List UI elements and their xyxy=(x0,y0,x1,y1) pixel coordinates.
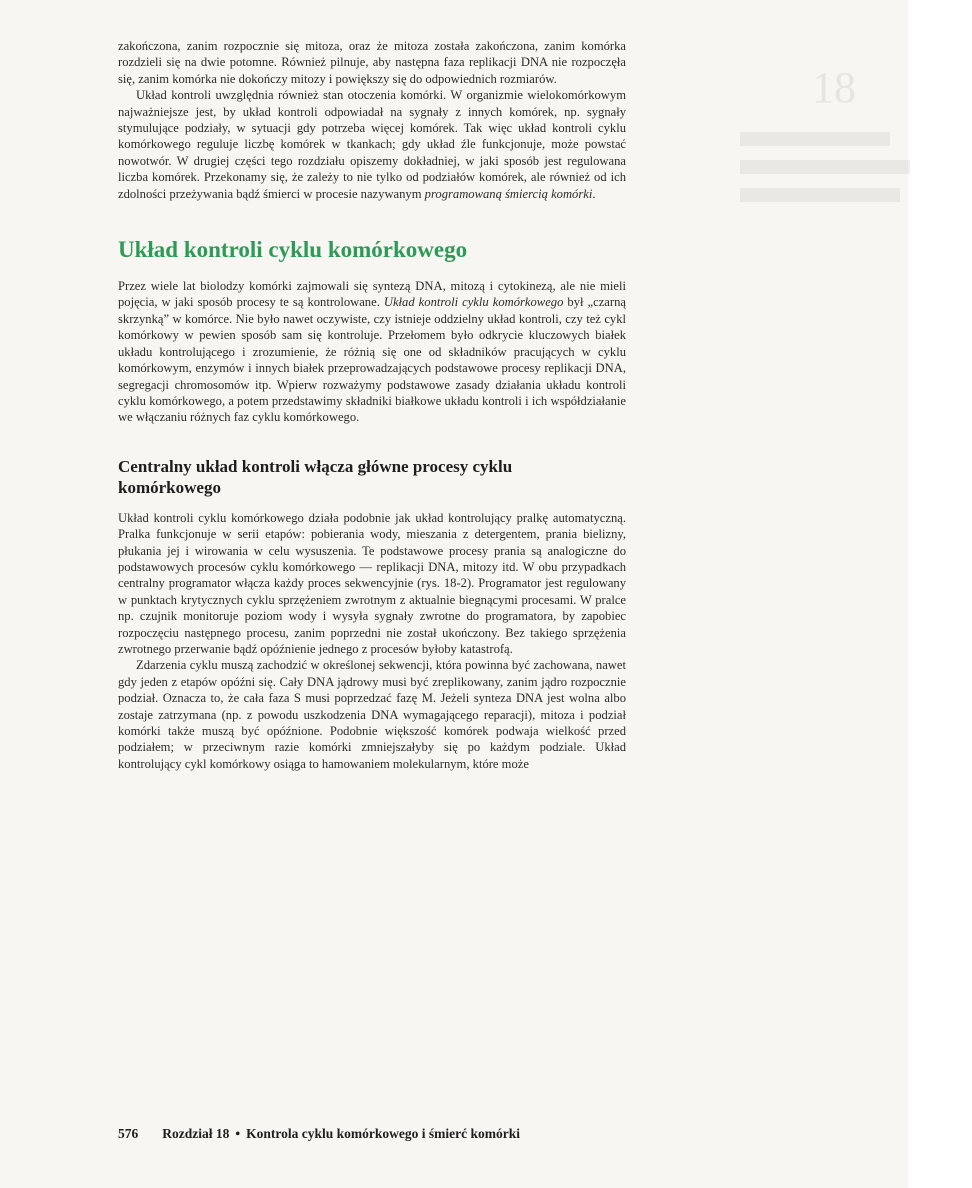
intro-paragraph-2 xyxy=(118,87,626,202)
section-paragraph-1 xyxy=(118,278,626,426)
intro-paragraph-1: zakończona, zanim rozpocznie się mitoza, oraz że mitoza została zakończona, zanim komórka rozdzieli się na dwie potomne. Również pilnuje, aby następna faza replikacji DNA nie rozpoczęła się, zanim komórka nie dokończy mitozy i powiększy się do odpowiednich rozmiarów. xyxy=(118,39,626,86)
subsection-paragraph-1: Układ kontroli cyklu komórkowego działa podobnie jak układ kontrolujący pralkę automatyczną. Pralka funkcjonuje w serii etapów: pobierania wody, mieszania z detergentem, prania bielizny, płukania jej i wirowania w celu wysuszenia. Te podstawowe procesy prania są analogiczne do podstawowych procesów cyklu komórkowego — replikacji DNA, mitozy itd. W obu przypadkach centralny programator włącza każdy proces sekwencyjnie (rys. 18-2). Programator jest regulowany w punktach krytycznych cyklu sprzężeniem zwrotnym z aktualnie biegnącymi procesami. W pralce np. czujnik monitoruje poziom wody i wysyła sygnały zwrotne do programatora, by zapobiec rozpoczęciu następnego procesu, zanim poprzedni nie został ukończony. Bez takiego sprzężenia zwrotnego przerwanie bądź opóźnienie jednego z procesów byłoby katastrofą. xyxy=(118,510,626,656)
page-body xyxy=(118,38,626,772)
footer-chapter-title: Kontrola cyklu komórkowego i śmierć komórki xyxy=(246,1126,520,1141)
page-footer xyxy=(118,1126,678,1142)
subsection-heading: Centralny układ kontroli włącza główne procesy cyklu komórkowego xyxy=(118,456,513,497)
term-cell-cycle-control-system: Układ kontroli cyklu komórkowego xyxy=(383,295,564,310)
page-right-margin xyxy=(908,0,972,1188)
section-heading: Układ kontroli cyklu komórkowego xyxy=(118,237,468,263)
intro-paragraph-2-text: Układ kontroli uwzględnia również stan otoczenia komórki. W organizmie wielokomórkowym najważniejsze jest, by układ kontroli odpowiadał na sygnały z innych komórek, np. sygnały stymulujące podziały, w sytuacji gdy potrzeba więcej komórek. Tak więc układ kontroli cyklu komórkowego reguluje liczbę komórek w tkankach; gdy układ źle funkcjonuje, może powstać nowotwór. W drugiej części tego rozdziału opiszemy dokładniej, w jaki sposób jest regulowana liczba komórek. Przekonamy się, że zależy to nie tylko od podziałów komórek, ale również od ich zdolności przeżywania bądź śmierci w procesie nazywanym xyxy=(118,88,626,201)
section-paragraph-1-text: Przez wiele lat biolodzy komórki zajmowali się syntezą DNA, mitozą i cytokinezą, ale nie mieli pojęcia, w jaki sposób procesy te są kontrolowane. xyxy=(118,279,626,310)
footer-chapter: Rozdział 18 xyxy=(162,1126,230,1141)
page-number: 576 xyxy=(118,1126,139,1141)
intro-paragraph-2-end: . xyxy=(592,186,596,201)
term-programmed-cell-death: programowaną śmiercią komórki xyxy=(424,186,593,201)
subsection-paragraph-2: Zdarzenia cyklu muszą zachodzić w określonej sekwencji, która powinna być zachowana, nawet gdy jeden z etapów opóźni się. Cały DNA jądrowy musi być zreplikowany, zanim jądro rozpocznie podział. Oznacza to, że cała faza S musi poprzedzać fazę M. Jeżeli synteza DNA jest wolna albo zostaje zatrzymana (np. z powodu uszkodzenia DNA wymagającego reparacji), mitoza i podział komórki także muszą być opóźnione. Podobnie większość komórek podwaja wielkość przed podziałem; w przeciwnym razie komórki zmniejszałyby się po każdym podziale. Układ kontrolujący cykl komórkowy osiąga to hamowaniem molekularnym, które może xyxy=(118,658,626,771)
footer-bullet: • xyxy=(235,1126,241,1141)
section-paragraph-1-rest: był „czarną skrzynką” w komórce. Nie było nawet oczywiste, czy istnieje oddzielny układ kontroli, czy też cykl komórkowy w pewien sposób sam się kontroluje. Przełomem było odkrycie kluczowych białek układu kontrolującego i zrozumienie, że różnią się one od składników pracujących w cyklu komórkowym, enzymów i innych białek przeprowadzających podstawowe procesy replikacji DNA, segregacji chromosomów itp. Wpierw rozważymy podstawowe zasady działania układu kontroli cyklu komórkowego, a potem przedstawimy składniki białkowe układu kontroli i ich współdziałanie we włączaniu różnych faz cyklu komórkowego. xyxy=(118,295,626,425)
show-through-bleed: 18 xyxy=(720,62,910,232)
